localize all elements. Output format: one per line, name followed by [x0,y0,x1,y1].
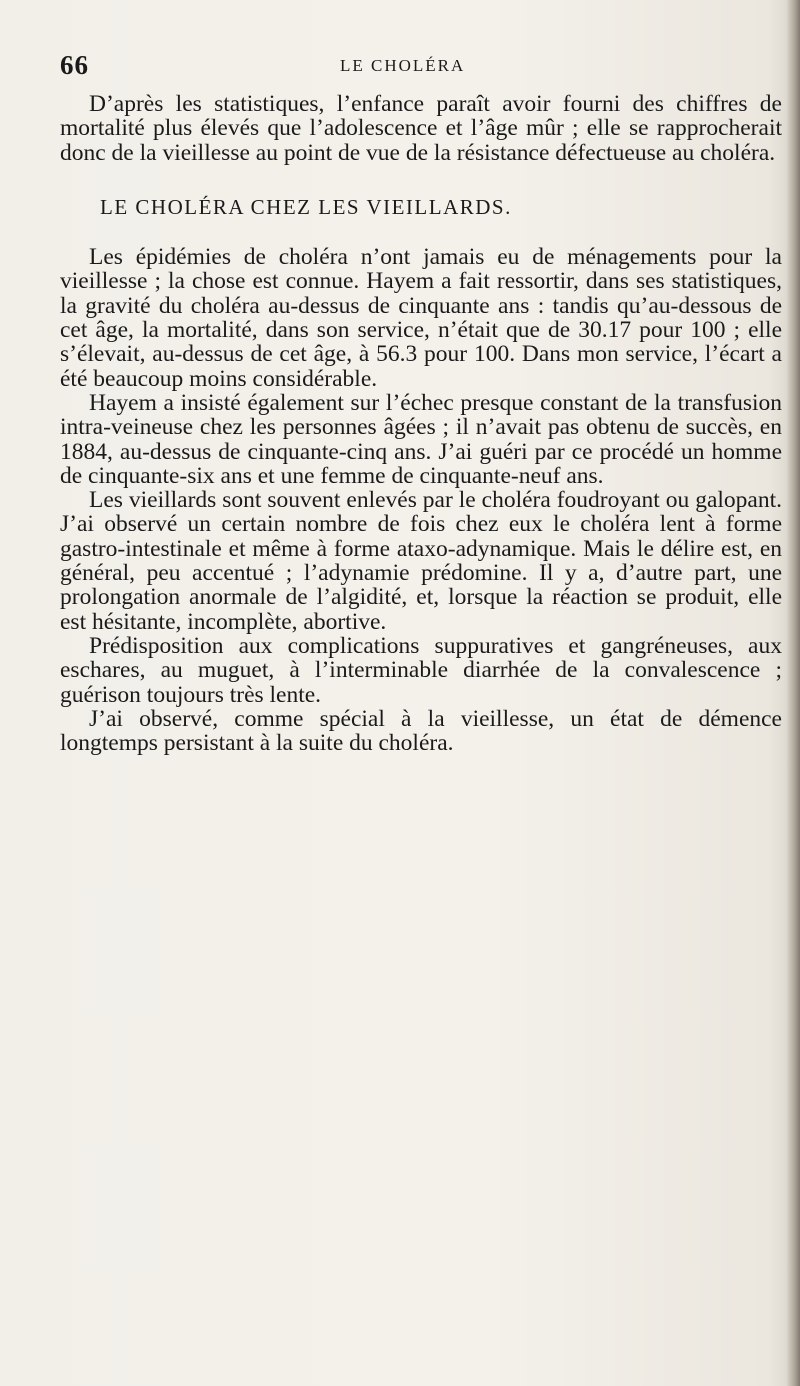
paragraph-predisposition: Prédisposition aux complications suppuratives et gangréneuses, aux eschares, au muguet, à l’interminable diarrhée de la convalescence ; guérison toujours très lente. [60,632,782,708]
page-number: 66 [60,50,89,80]
running-title: LE CHOLÉRA [340,56,466,75]
intro-paragraph: D’après les statistiques, l’enfance paraît avoir fourni des chiffres de mortalité plus élevés que l’adolescence et l’âge mûr ; elle se rapprocherait donc de la vieillesse au point de vue de la résistance défectueuse au choléra. [60,91,782,166]
paragraph-epidemics: Les épidémies de choléra n’ont jamais eu de ménagements pour la vieillesse ; la chose est connue. Hayem a fait ressortir, dans ses statistiques, la gravité du choléra au-dessus de cinquante ans : tandis qu’au-dessous de cet âge, la mortalité, dans son service, n’était que de 30.17 pour 100 ; elle s’élevait, au-dessus de cet âge, à 56.3 pour 100. Dans mon service, l’écart a été beaucoup moins considérable. [60,244,782,392]
section-heading: LE CHOLÉRA CHEZ LES VIEILLARDS. [100,194,512,219]
paragraph-dementia: J’ai observé, comme spécial à la vieillesse, un état de démence longtemps persistant à la suite du choléra. [60,705,782,757]
running-head [60,50,760,90]
text-block [60,92,782,755]
page-edge-shadow [786,0,800,1386]
paragraph-transfusion: Hayem a insisté également sur l’échec presque constant de la transfusion intra-veineuse chez les personnes âgées ; il n’avait pas obtenu de succès, en 1884, au-dessus de cinquante-cinq ans. J’ai guéri par ce procédé un homme de cinquante-six ans et une femme de cinquante-neuf ans. [60,389,782,489]
paragraph-forms: Les vieillards sont souvent enlevés par le choléra foudroyant ou galopant. J’ai observé un certain nombre de fois chez eux le choléra lent à forme gastro-intestinale et même à forme ataxo-adynamique. Mais le délire est, en général, peu accentué ; l’adynamie prédomine. Il y a, d’autre part, une prolongation anormale de l’algidité, et, lorsque la réaction se produit, elle est hésitante, incomplète, abortive. [60,487,782,635]
